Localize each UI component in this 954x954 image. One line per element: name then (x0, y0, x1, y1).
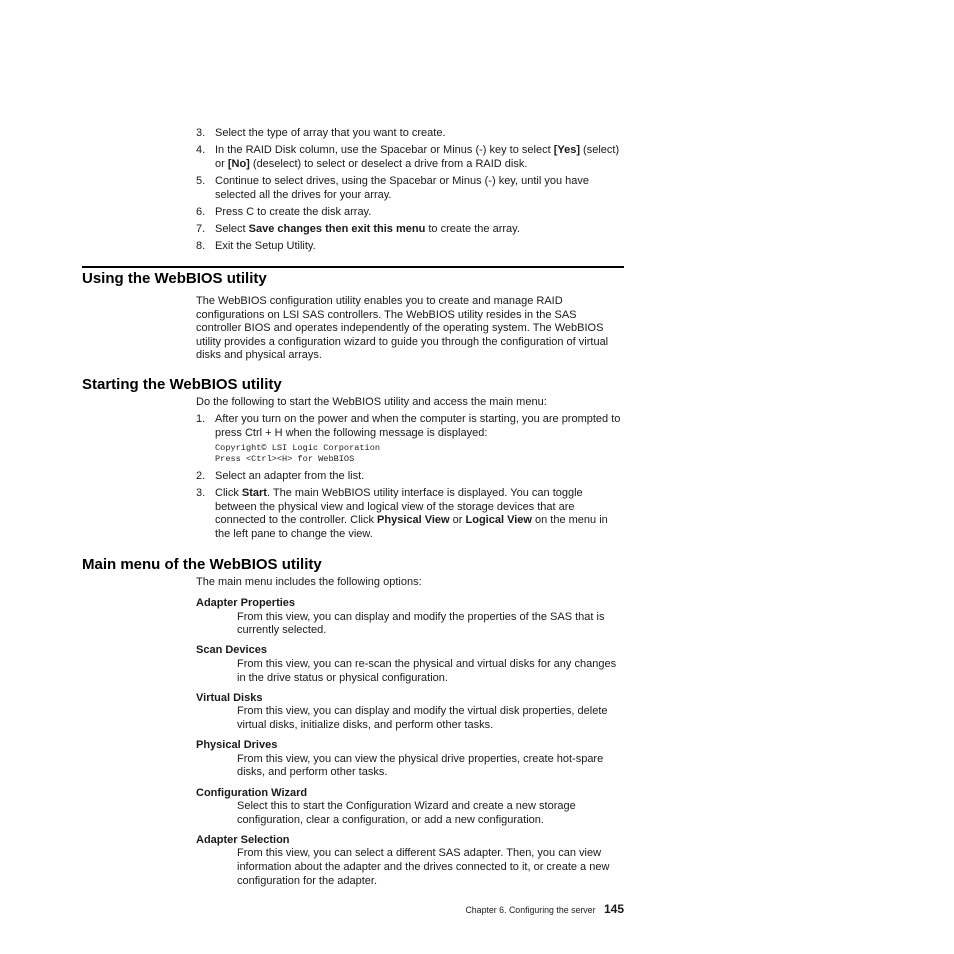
bold-text: [Yes] (553, 144, 580, 157)
top-step-item (196, 206, 626, 220)
text-run: Select the type of array that you want to create. (215, 127, 446, 139)
step-text (215, 223, 520, 235)
top-step-item (196, 240, 626, 254)
step-text (215, 175, 589, 201)
code-line: Copyright© LSI Logic Corporation (215, 442, 381, 453)
page-footer (454, 902, 624, 917)
text-run: to create the array. (425, 222, 520, 235)
text-run: Click (215, 486, 242, 499)
code-block (196, 443, 626, 465)
starting-step-2 (196, 470, 626, 484)
bold-text: Save changes then exit this menu (248, 222, 426, 235)
top-step-item (196, 175, 626, 202)
heading-main-menu: Main menu of the WebBIOS utility (82, 556, 322, 573)
step-number: 3. (196, 127, 206, 139)
option-term: Virtual Disks (196, 691, 263, 704)
main-menu-option-list (196, 597, 626, 895)
bold-text: Physical View (377, 514, 450, 527)
option-description: From this view, you can view the physical drive properties, create hot-spare disks, and perform other tasks. (237, 752, 604, 779)
text-run: Exit the Setup Utility. (215, 240, 316, 253)
option-description: From this view, you can display and modify the virtual disk properties, delete virtual disks, initialize disks, and perform other tasks. (237, 705, 608, 731)
option-term: Adapter Properties (196, 597, 296, 609)
heading-starting-webbios: Starting the WebBIOS utility (82, 376, 282, 393)
top-step-list (196, 127, 626, 257)
text-run: . The main WebBIOS utility interface is displayed. You can toggle between the physical view and logical view of the storage devices that are connected to the controller. Click (215, 486, 583, 527)
step-number: 7. (196, 222, 206, 235)
option-description: Select this to start the Configuration Wizard and create a new storage configuration, clear a configuration, or add a new configuration. (237, 800, 576, 826)
option-term: Scan Devices (196, 644, 267, 657)
step-text (215, 127, 446, 139)
top-step-item (196, 223, 626, 237)
option-term: Configuration Wizard (196, 786, 308, 799)
step-number: 1. (196, 413, 206, 425)
section-rule (82, 266, 624, 268)
step-number: 3. (196, 486, 206, 499)
heading-using-webbios: Using the WebBIOS utility (82, 270, 267, 287)
step-number: 5. (196, 174, 206, 187)
step-text (215, 144, 619, 170)
page-number: 145 (603, 902, 624, 916)
option-description: From this view, you can display and modify the properties of the SAS that is currently selected. (237, 610, 605, 637)
bold-text: [No] (227, 157, 250, 170)
starting-step-1 (196, 413, 626, 440)
paragraph-starting-intro: Do the following to start the WebBIOS utility and access the main menu: (196, 396, 547, 408)
option-description: From this view, you can re-scan the physical and virtual disks for any changes in the drive status or physical configuration. (237, 657, 617, 684)
top-step-item (196, 127, 626, 141)
step-text: After you turn on the power and when the computer is starting, you are prompted to press Ctrl + H when the following message is displayed: (215, 413, 621, 439)
footer-chapter: Chapter 6. Configuring the server (465, 905, 596, 915)
bold-text: Logical View (465, 514, 532, 527)
code-line: Press <Ctrl><H> for WebBIOS (215, 453, 355, 464)
step-text (215, 487, 608, 540)
text-run: (deselect) to select or deselect a drive from a RAID disk. (249, 157, 528, 170)
text-run: Select (215, 222, 249, 235)
step-number: 8. (196, 240, 206, 253)
text-run: (select) or (215, 144, 620, 170)
step-text (215, 240, 316, 252)
text-run: or (449, 514, 466, 527)
text-run: on the menu in the left pane to change the view. (215, 514, 608, 540)
text-run: Press C to create the disk array. (215, 205, 372, 218)
text-run: In the RAID Disk column, use the Spacebar or Minus (-) key to select (215, 144, 554, 157)
step-text (215, 206, 371, 218)
option-term: Adapter Selection (196, 833, 290, 846)
paragraph-main-menu-intro: The main menu includes the following options: (196, 576, 422, 588)
option-term: Physical Drives (196, 739, 278, 752)
step-number: 4. (196, 144, 206, 157)
step-number: 2. (196, 469, 206, 482)
step-number: 6. (196, 205, 206, 218)
step-text: Select an adapter from the list. (215, 469, 365, 482)
text-run: Continue to select drives, using the Spacebar or Minus (-) key, until you have selected all the drives for your array. (215, 174, 589, 201)
starting-step-3 (196, 487, 626, 541)
bold-text: Start (241, 486, 267, 499)
option-description: From this view, you can select a different SAS adapter. Then, you can view information about the adapter and the drives connected to it, or create a new configuration for the adapter. (237, 847, 610, 887)
top-step-item (196, 144, 626, 171)
starting-step-list (196, 413, 626, 545)
paragraph-using-webbios: The WebBIOS configuration utility enables you to create and manage RAID configurations on LSI SAS controllers. The WebBIOS utility resides in the SAS controller BIOS and operates independently of the operating system. The WebBIOS utility provides a configuration wizard to guide you through the configuration of virtual disks and physical arrays. (196, 295, 609, 362)
